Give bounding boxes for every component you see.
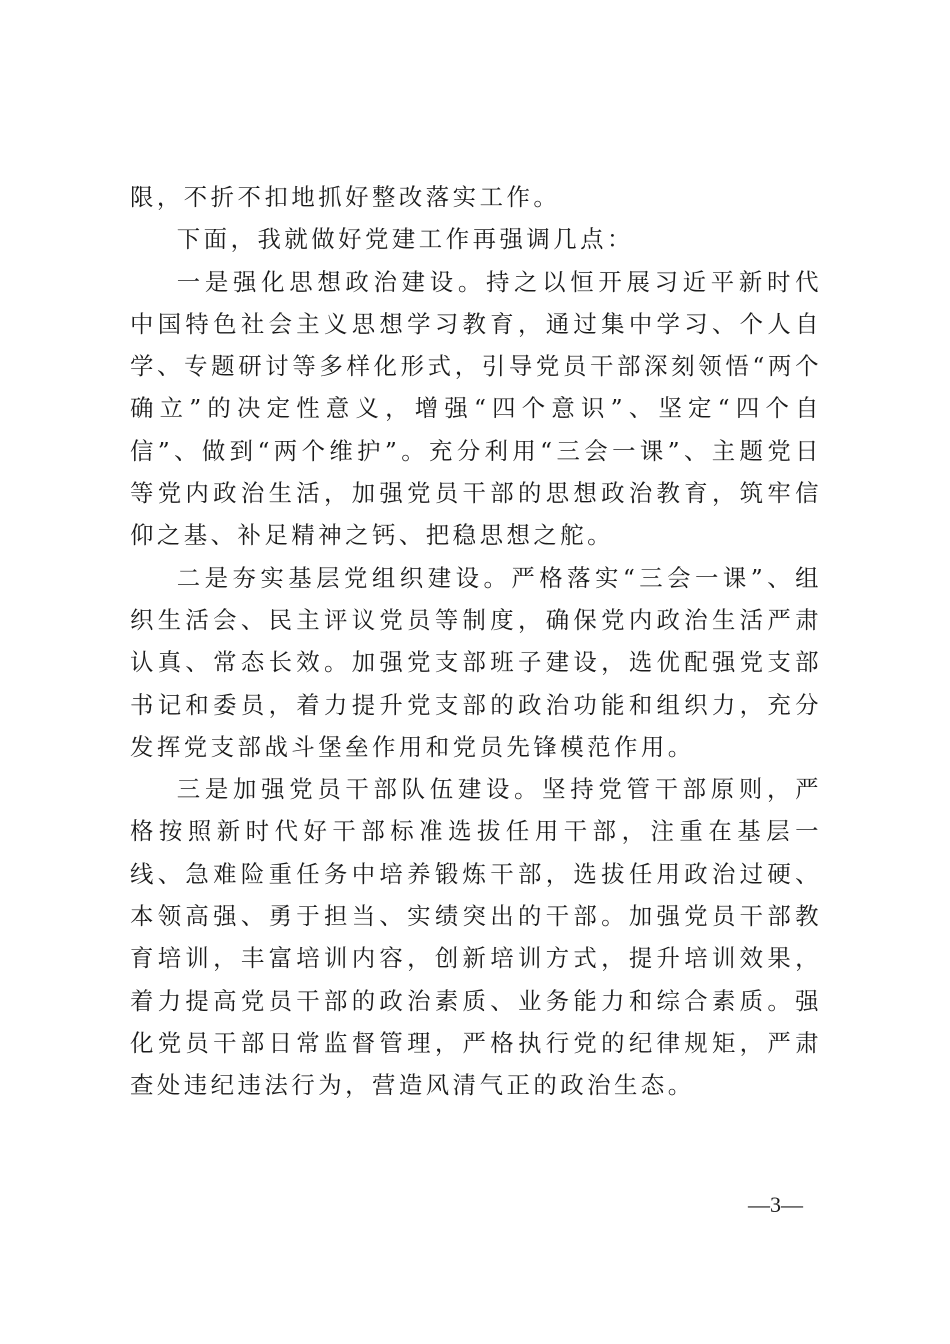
paragraph-point-1: 一是强化思想政治建设。持之以恒开展习近平新时代中国特色社会主义思想学习教育，通过集中学习、个人自学、专题研讨等多样化形式，引导党员干部深刻领悟“两个确立”的决定性意义，增强“四个意识”、坚定“四个自信”、做到“两个维护”。充分利用“三会一课”、主题党日等党内政治生活，加强党员干部的思想政治教育，筑牢信仰之基、补足精神之钙、把稳思想之舵。 [130, 267, 822, 550]
paragraph-intro: 下面，我就做好党建工作再强调几点： [176, 225, 634, 254]
paragraph-point-3: 三是加强党员干部队伍建设。坚持党管干部原则，严格按照新时代好干部标准选拔任用干部，注重在基层一线、急难险重任务中培养锻炼干部，选拔任用政治过硬、本领高强、勇于担当、实绩突出的干部。加强党员干部教育培训，丰富培训内容，创新培训方式，提升培训效果，着力提高党员干部的政治素质、业务能力和综合素质。强化党员干部日常监督管理，严格执行党的纪律规矩，严肃查处违纪违法行为，营造风清气正的政治生态。 [130, 775, 822, 1100]
paragraph-continuation: 限，不折不扣地抓好整改落实工作。 [130, 183, 561, 211]
body-text [130, 176, 822, 1107]
paragraph-point-2: 二是夯实基层党组织建设。严格落实“三会一课”、组织生活会、民主评议党员等制度，确保党内政治生活严肃认真、常态长效。加强党支部班子建设，选优配强党支部书记和委员，着力提升党支部的政治功能和组织力，充分发挥党支部战斗堡垒作用和党员先锋模范作用。 [130, 563, 822, 761]
page-number: —3— [748, 1192, 803, 1217]
